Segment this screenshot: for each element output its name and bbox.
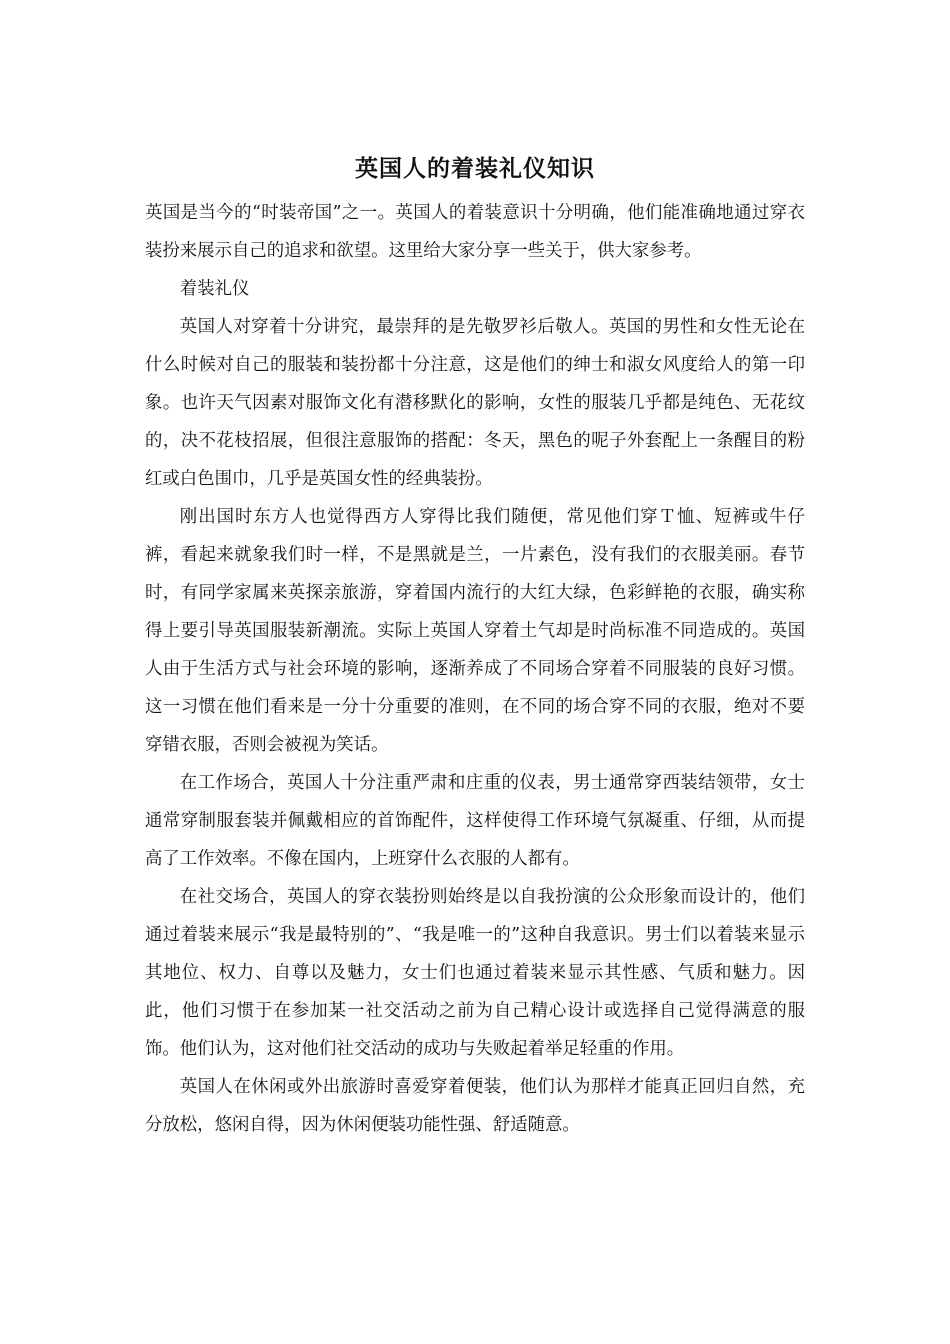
- section-heading: 着装礼仪: [179, 279, 250, 299]
- document-body: [145, 194, 805, 1144]
- paragraph: 在工作场合，英国人十分注重严肃和庄重的仪表，男士通常穿西装结领带，女士通常穿制服套装并佩戴相应的首饰配件，这样使得工作环境气氛凝重、仔细，从而提高了工作效率。不像在国内，上班穿什么衣服的人都有。: [145, 773, 805, 869]
- paragraph: 刚出国时东方人也觉得西方人穿得比我们随便，常见他们穿Ｔ恤、短裤或牛仔裤，看起来就象我们时一样，不是黑就是兰，一片素色，没有我们的衣服美丽。春节时，有同学家属来英探亲旅游，穿着国内流行的大红大绿，色彩鲜艳的衣服，确实称得上要引导英国服装新潮流。实际上英国人穿着土气却是时尚标准不同造成的。英国人由于生活方式与社会环境的影响，逐渐养成了不同场合穿着不同服装的良好习惯。这一习惯在他们看来是一分十分重要的准则，在不同的场合穿不同的衣服，绝对不要穿错衣服，否则会被视为笑话。: [145, 507, 805, 755]
- paragraph: 英国人对穿着十分讲究，最崇拜的是先敬罗衫后敬人。英国的男性和女性无论在什么时候对自己的服装和装扮都十分注意，这是他们的绅士和淑女风度给人的第一印象。也许天气因素对服饰文化有潜移默化的影响，女性的服装几乎都是纯色、无花纹的，决不花枝招展，但很注意服饰的搭配：冬天，黑色的呢子外套配上一条醒目的粉红或白色围巾，几乎是英国女性的经典装扮。: [145, 317, 805, 489]
- document-title: 英国人的着装礼仪知识: [355, 156, 595, 182]
- paragraph: 在社交场合，英国人的穿衣装扮则始终是以自我扮演的公众形象而设计的，他们通过着装来展示“我是最特别的”、“我是唯一的”这种自我意识。男士们以着装来显示其地位、权力、自尊以及魅力，女士们也通过着装来显示其性感、气质和魅力。因此，他们习惯于在参加某一社交活动之前为自己精心设计或选择自己觉得满意的服饰。他们认为，这对他们社交活动的成功与失败起着举足轻重的作用。: [145, 887, 805, 1059]
- paragraph: 英国人在休闲或外出旅游时喜爱穿着便装，他们认为那样才能真正回归自然，充分放松，悠闲自得，因为休闲便装功能性强、舒适随意。: [145, 1077, 805, 1135]
- paragraph-intro: 英国是当今的“时装帝国”之一。英国人的着装意识十分明确，他们能准确地通过穿衣装扮来展示自己的追求和欲望。这里给大家分享一些关于，供大家参考。: [145, 203, 805, 261]
